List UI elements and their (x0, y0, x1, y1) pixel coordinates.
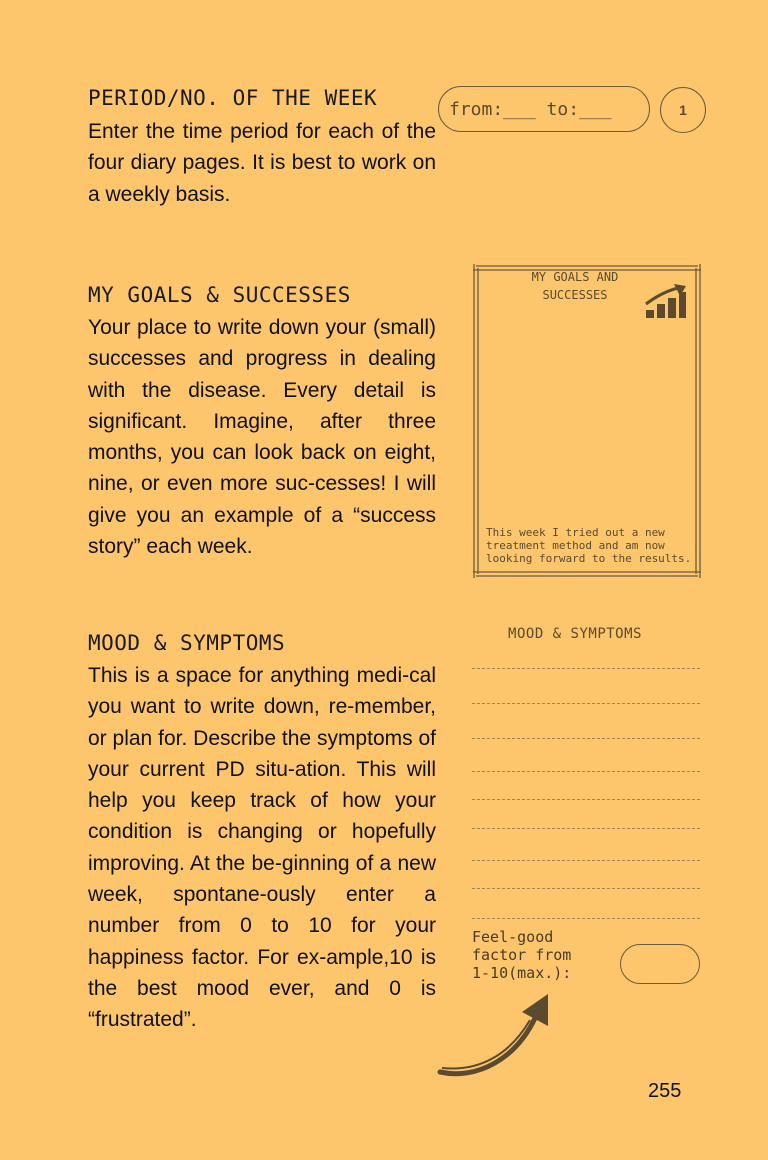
heading-goals: MY GOALS & SUCCESSES (88, 283, 351, 307)
goals-card-title-line1: MY GOALS AND (531, 270, 619, 284)
goals-example-line1: This week I tried out a new (486, 526, 665, 539)
mood-line (472, 828, 700, 829)
mood-title: MOOD & SYMPTOMS (508, 626, 642, 642)
week-number-circle (660, 87, 706, 133)
paragraph-mood: This is a space for anything medi-cal you want to write down, re-member, or plan for. Describe the symptoms of your current PD situ-ation. This will help you keep track of how your condition is changing or hopefully improving. At the be-ginning of a new week, spontane-ously enter a number from 0 to 10 for your happiness factor. For ex-ample,10 is the best mood ever, and 0 is “frustrated”. (88, 664, 436, 1032)
period-range-text: from:___ to:___ (449, 99, 612, 120)
period-pill (438, 86, 650, 132)
heading-mood: MOOD & SYMPTOMS (88, 631, 286, 655)
goals-card (470, 262, 704, 580)
goals-card-example (486, 526, 691, 565)
mood-line (472, 918, 700, 919)
goals-card-title-line2: SUCCESSES (542, 288, 608, 302)
feel-good-label (472, 928, 571, 982)
mood-line (472, 799, 700, 800)
paragraph-period: Enter the time period for each of the four diary pages. It is best to work on a weekly basis. (88, 120, 436, 206)
chart-up-icon (644, 284, 688, 320)
mood-line (472, 703, 700, 704)
goals-example-line2: treatment method and am now (486, 539, 665, 552)
mood-line (472, 888, 700, 889)
paragraph-goals: Your place to write down your (small) successes and progress in dealing with the disease. Every detail is significant. Imagine, after three months, you can look back on eight, nine, or even more suc-cesses! I will give you an example of a “success story” each week. (88, 316, 436, 559)
heading-period: PERIOD/NO. OF THE WEEK (88, 86, 378, 110)
arrow-icon (436, 990, 566, 1080)
mood-line (472, 738, 700, 739)
feel-good-pill (620, 944, 700, 984)
feel-good-line1: Feel-good (472, 928, 554, 946)
page-number: 255 (648, 1080, 682, 1102)
mood-line (472, 668, 700, 669)
feel-good-line3: 1-10(max.): (472, 964, 572, 982)
week-number: 1 (679, 102, 687, 118)
goals-example-line3: looking forward to the results. (486, 552, 692, 565)
mood-line (472, 860, 700, 861)
feel-good-line2: factor from (472, 946, 572, 964)
mood-line (472, 771, 700, 772)
